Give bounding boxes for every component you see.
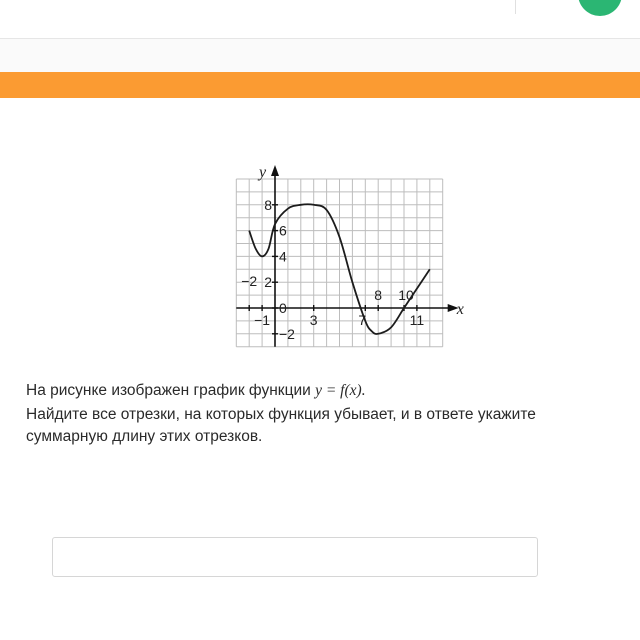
y-tick-label: 8 [264,196,272,213]
function-graph [218,160,488,360]
y-tick-label: 2 [264,274,272,291]
x-tick-label: 8 [374,287,383,303]
x-tick-label: −1 [254,312,271,328]
answer-input[interactable] [52,537,538,577]
task-statement-text: На рисунке изображен график функции [26,382,316,399]
task-statement-line-3: суммарную длину этих отрезков. [26,428,263,445]
topbar-divider [515,0,516,14]
y-tick-label: 0 [279,300,287,316]
y-tick-label: 4 [279,248,287,265]
function-formula: y = f(x). [315,382,366,399]
y-tick-label: −2 [279,325,295,342]
y-axis-label: y [259,164,267,181]
task-card [0,72,640,640]
task-statement-line-2: Найдите все отрезки, на которых функция убывает, и в ответе укажите [26,406,536,423]
avatar[interactable] [578,0,622,16]
x-tick-label: 7 [358,312,367,328]
accent-bar [0,72,640,98]
x-tick-label: 11 [409,312,425,328]
y-tick-label: 6 [279,222,287,239]
top-bar [0,0,640,39]
task-statement-line-1 [26,380,640,401]
x-tick-label: 3 [309,312,318,328]
x-axis-label: x [456,301,464,318]
x-tick-label: −2 [241,273,258,289]
x-tick-label: 10 [398,287,414,303]
y-axis-arrow [271,165,279,176]
